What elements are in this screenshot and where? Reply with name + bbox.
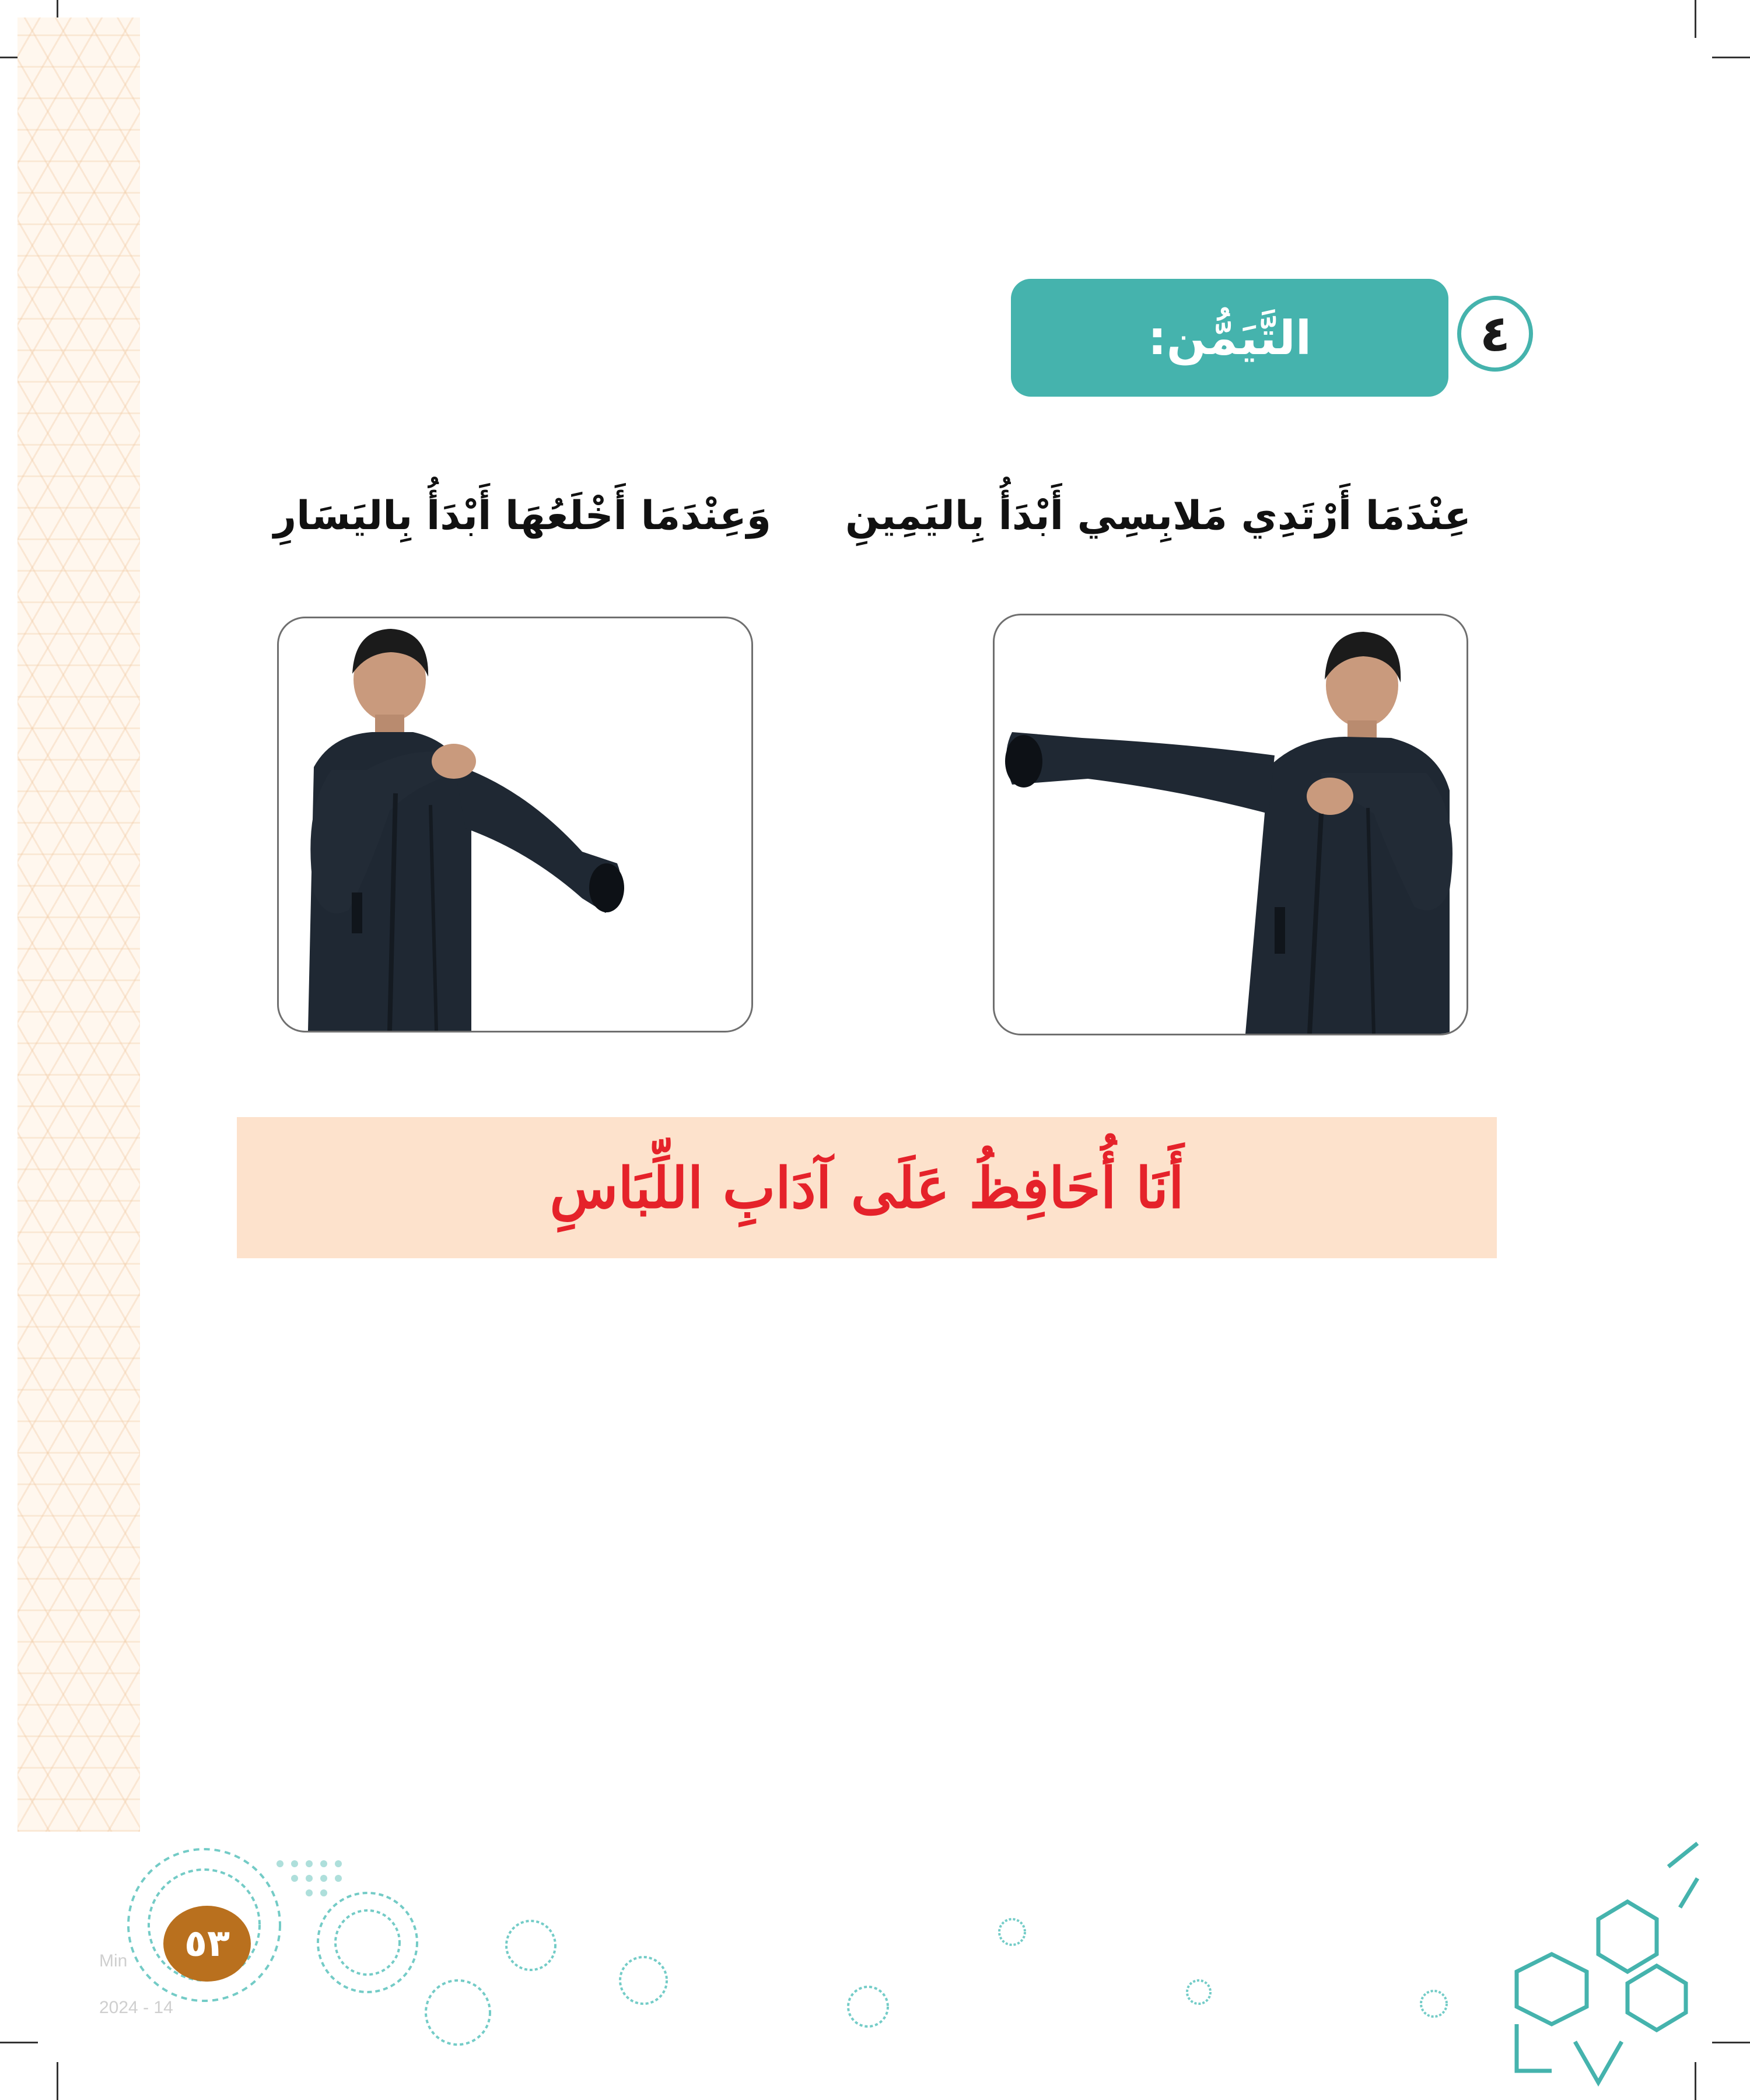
section-title: التَّيَمُّن:: [1147, 310, 1312, 365]
section-title-box: [1011, 279, 1448, 397]
caption-removing-left: وَعِنْدَمَا أَخْلَعُهَا أَبْدَأُ بِاليَسَارِ: [274, 493, 771, 539]
boy-wearing-thobe-illustration: [995, 615, 1466, 1034]
faded-footer-text: Min: [99, 1951, 128, 1971]
page-number: ٥٣: [184, 1922, 230, 1965]
boy-removing-thobe-illustration: [279, 618, 751, 1031]
motto-text: أَنَا أُحَافِظُ عَلَى آدَابِ اللِّبَاسِ: [550, 1154, 1184, 1221]
section-number: ٤: [1479, 304, 1511, 363]
crop-mark: [1712, 57, 1750, 58]
page-number-badge: [163, 1906, 251, 1982]
decorative-side-pattern: [18, 18, 140, 1832]
motto-banner: [237, 1117, 1497, 1258]
photo-removing-clothes: [277, 617, 753, 1032]
crop-mark: [1695, 0, 1696, 38]
faded-footer-year: 2024 - 14: [99, 1998, 173, 2017]
caption-wearing-right: عِنْدَمَا أَرْتَدِي مَلابِسِي أَبْدَأُ بِاليَمِينِ: [845, 493, 1471, 539]
photo-wearing-clothes: [993, 614, 1468, 1035]
section-number-badge: [1457, 296, 1533, 372]
decorative-rosettes: [0, 1838, 1750, 2100]
